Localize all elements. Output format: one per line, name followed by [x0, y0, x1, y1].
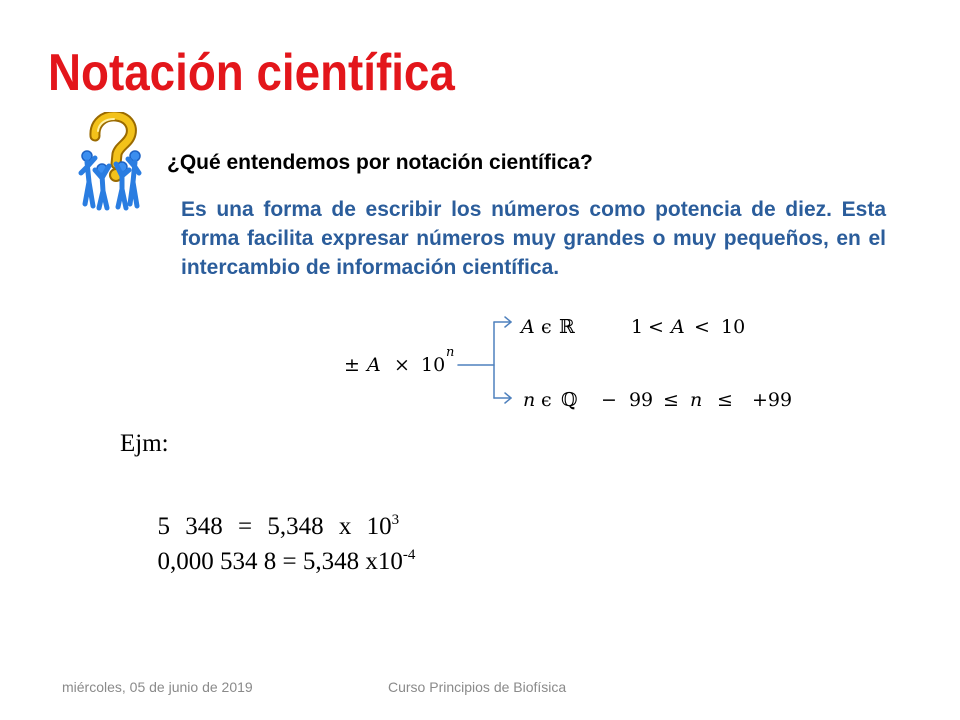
formula-mantissa: A: [367, 354, 381, 376]
condition-n-member-of: ϵ: [541, 389, 552, 411]
question-mark-people-icon-graphic: [77, 112, 143, 212]
condition-n-set: ℚ: [561, 389, 578, 411]
condition-A-upper: 10: [721, 316, 746, 338]
condition-A-member-of: ϵ: [541, 316, 552, 338]
example-line: [120, 524, 415, 603]
paragraph-line: Es una forma de escribir los números como potencia de diez. Esta: [181, 198, 886, 221]
question-heading: ¿Qué entendemos por notación científica?: [167, 151, 593, 174]
condition-n-middle: n: [690, 389, 703, 411]
condition-A-lower: 1: [631, 316, 644, 338]
condition-n-variable: n: [523, 389, 536, 411]
example-expression: 0,000 534 8 = 5,348 x10: [157, 548, 403, 575]
condition-n-op-right: ≤: [717, 389, 733, 411]
person-figure: [116, 164, 129, 208]
condition-n-upper: +99: [752, 389, 793, 411]
person-figure: [128, 159, 139, 206]
example-exponent: 3: [391, 512, 400, 528]
person-bodies: [81, 158, 139, 208]
formula-sign: ±: [344, 354, 360, 376]
definition-paragraph: [181, 195, 886, 282]
slide-title: Notación científica: [48, 44, 455, 102]
person-figure: [81, 158, 95, 206]
example-expression: 5 348 = 5,348 x 10: [157, 513, 392, 540]
condition-A-op-right: <: [694, 316, 710, 338]
footer-date: miércoles, 05 de junio de 2019: [62, 679, 253, 695]
condition-A-op-left: <: [648, 316, 664, 338]
condition-n-op-left: ≤: [663, 389, 679, 411]
branch-connector: [455, 312, 520, 408]
condition-A-set: ℝ: [559, 316, 575, 338]
condition-A-variable: A: [521, 316, 535, 338]
formula-exponent: n: [446, 345, 455, 360]
condition-A-middle: A: [671, 316, 685, 338]
question-mark-people-icon: [77, 112, 143, 212]
footer-course: Curso Principios de Biofísica: [388, 679, 567, 695]
formula-times: ×: [394, 354, 410, 376]
paragraph-line: intercambio de información científica.: [181, 256, 560, 279]
condition-n-lower: − 99: [601, 389, 654, 411]
example-exponent: -4: [402, 547, 416, 563]
example-label: Ejm:: [120, 430, 169, 457]
paragraph-line: forma facilita expresar números muy grandes o muy pequeños, en el: [181, 227, 886, 250]
formula-base: 10: [421, 354, 446, 376]
